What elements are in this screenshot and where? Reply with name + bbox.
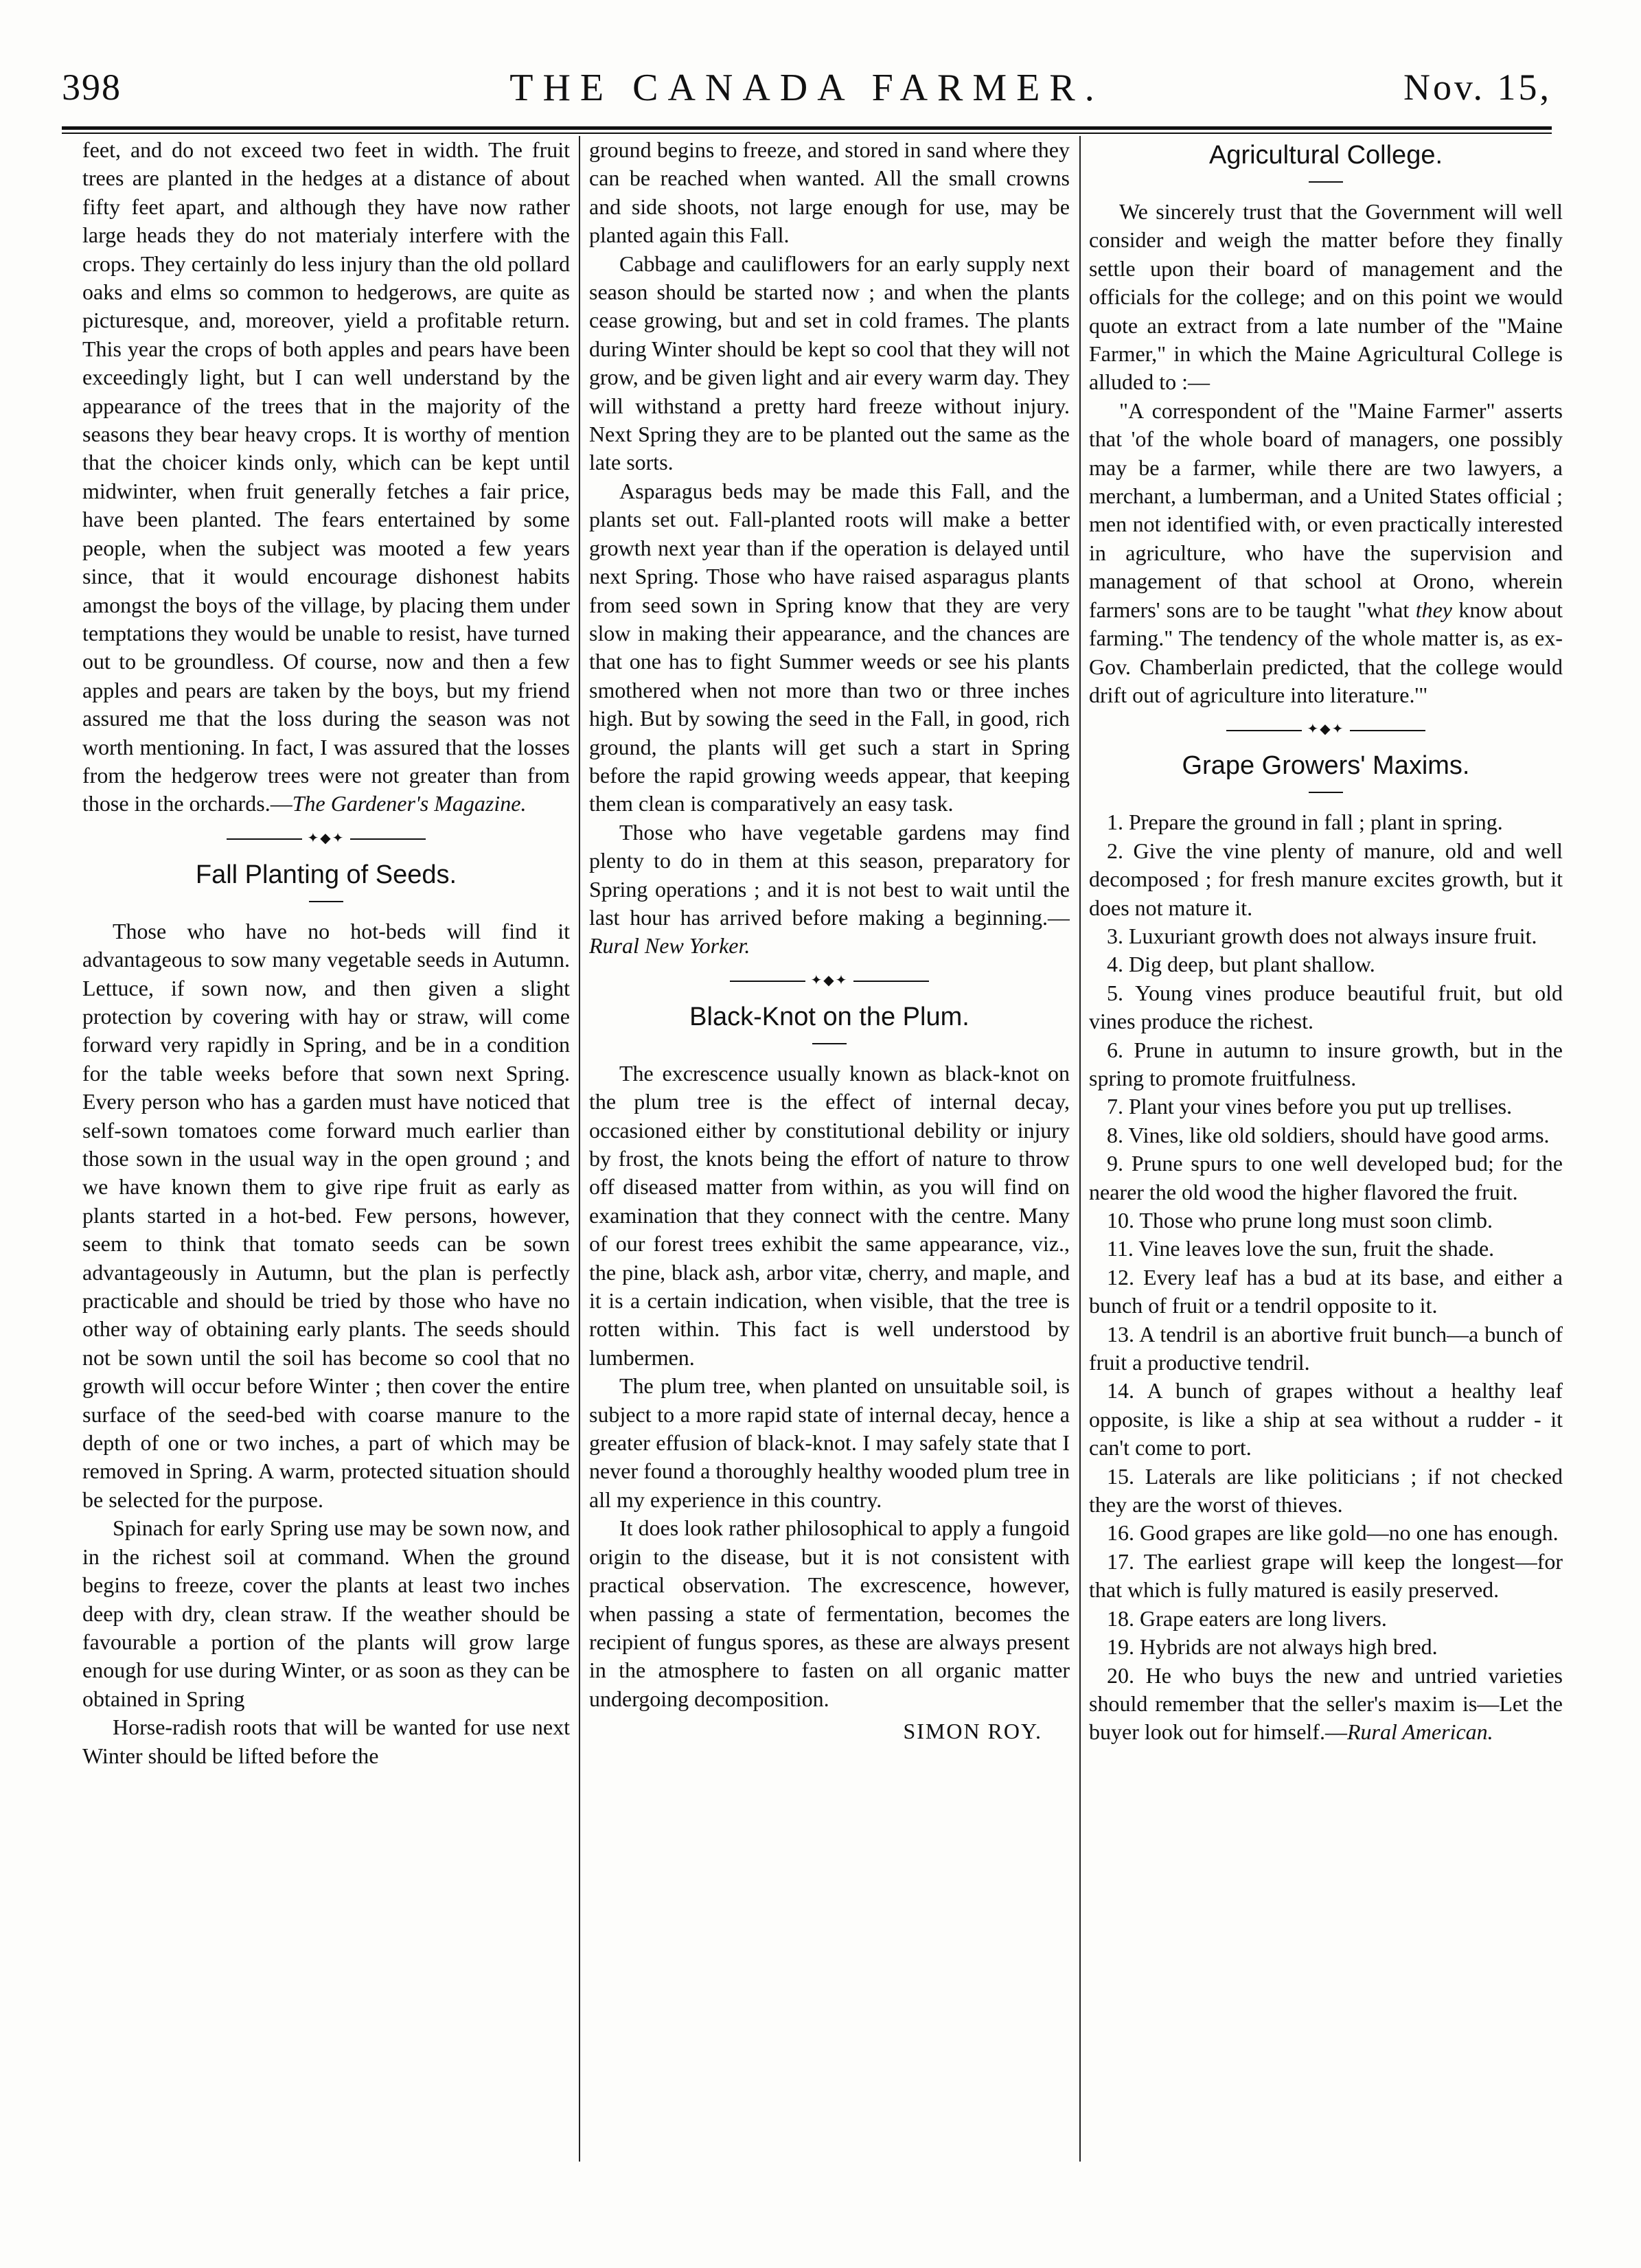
title-rule [1309, 792, 1343, 793]
maxim-item: 20. He who buys the new and untried varieties should remember that the seller's maxim is—Let the buyer look out for himself.—Rural American. [1089, 1662, 1563, 1745]
article-paragraph: It does look rather philosophical to apply a fungoid origin to the disease, but it is not consistent with practical observation. The excrescence, however, when passing a state of fermentation, becomes the recipient of fungus spores, as these are always present in the atmosphere to fasten on all organic matter undergoing decomposition. [589, 1515, 1070, 1711]
column-3 [1089, 136, 1563, 2196]
title-rule [309, 901, 343, 902]
maxim-item: 14. A bunch of grapes without a healthy leaf opposite, is like a ship at sea without a rudder - it can't come to port. [1089, 1378, 1563, 1461]
header-rule [62, 126, 1552, 134]
column-2 [589, 136, 1070, 2196]
maxim-item: 7. Plant your vines before you put up trellises. [1107, 1094, 1513, 1119]
article-paragraph: Asparagus beds may be made this Fall, and the plants set out. Fall-planted roots will make a better growth next year than if the operation is delayed until next Spring. Those who have raised asparagus plants from seed sown in Spring know that they are very slow in making their appearance, and the chances are that one has to fight Summer weeds or see his plants smothered when not more than two or three inches high. But by sowing the seed in the Fall, in good, rich ground, the plants will get such a start in Spring before the rapid growing weeds appear, that keeping them clean is comparatively an easy task. [589, 478, 1070, 816]
article-source: Rural American. [1346, 1719, 1493, 1745]
maxim-item: 19. Hybrids are not always high bred. [1107, 1634, 1438, 1660]
column-divider [1079, 136, 1081, 2162]
title-rule [1309, 181, 1343, 183]
maxim-item: 18. Grape eaters are long livers. [1107, 1605, 1387, 1631]
maxim-item: 3. Luxuriant growth does not always insure fruit. [1107, 923, 1537, 948]
article-title: Fall Planting of Seeds. [195, 860, 457, 889]
section-separator: ✦◆✦ [1089, 719, 1563, 740]
column-divider [579, 136, 580, 2162]
maxim-item: 10. Those who prune long must soon climb. [1107, 1208, 1493, 1233]
issue-date: Nov. 15, [1403, 67, 1552, 108]
maxim-item: 12. Every leaf has a bud at its base, and either a bunch of fruit or a tendril opposite to it. [1089, 1264, 1563, 1318]
article-paragraph: Those who have vegetable gardens may find plenty to do in them at this season, preparatory for Spring operations ; and it is not best to wait until the last hour has arrived before making a beginning.—Rural New Yorker. [589, 819, 1070, 959]
maxim-item: 5. Young vines produce beautiful fruit, but old vines produce the richest. [1089, 980, 1563, 1034]
maxim-item: 1. Prepare the ground in fall ; plant in spring. [1107, 810, 1503, 835]
article-paragraph: ground begins to freeze, and stored in sand where they can be reached when wanted. All the small crowns and side shoots, not large enough for use, may be planted again this Fall. [589, 137, 1070, 248]
maxim-item: 2. Give the vine plenty of manure, old and well decomposed ; for fresh manure excites growth, but it does not mature it. [1089, 838, 1563, 920]
article-paragraph: The excrescence usually known as black-knot on the plum tree is the effect of internal decay, occasioned either by constitutional debility or injury by frost, the knots being the effort of nature to throw off diseased matter from within, as you will find on examination that they connect with the centre. Many of our forest trees exhibit the same appearance, viz., the pine, black ash, arbor vitæ, cherry, and maple, and it is a certain indication, when visible, that the tree is rotten within. This fact is well understood by lumbermen. [589, 1060, 1070, 1370]
article-paragraph: We sincerely trust that the Government will well consider and weigh the matter before they finally settle upon their board of management and the officials for the college; and on this point we would quote an extract from a late number of the "Maine Farmer," in which the Maine Agricultural College is alluded to :— [1089, 199, 1563, 395]
section-separator: ✦◆✦ [589, 970, 1070, 991]
article-paragraph: Those who have no hot-beds will find it advantageous to sow many vegetable seeds in Autumn. Lettuce, if sown now, and then given a slight protection by covering with hay or straw, will come forward very rapidly in Spring, and be in a condition for the table weeks before that sown next Spring. Every person who has a garden must have noticed that self-sown tomatoes come forward much earlier than those sown in the usual way in the open ground ; and we have known them to give ripe fruit as early as plants started in a hot-bed. Few persons, however, seem to think that tomato seeds can be sown advantageously in Autumn, but the plan is perfectly practicable and should be tried by those who have no other way of obtaining early plants. The seeds should not be sown until the soil has become so cool that no growth will occur before Winter ; then cover the entire surface of the seed-bed with coarse manure to the depth of one or two inches, a part of which may be removed in Spring. A warm, protected situation should be selected for the purpose. [82, 918, 570, 1512]
maxim-item: 11. Vine leaves love the sun, fruit the shade. [1107, 1236, 1495, 1261]
page-number: 398 [62, 67, 122, 108]
article-title: Grape Growers' Maxims. [1182, 751, 1470, 781]
maxim-item: 15. Laterals are like politicians ; if not checked they are the worst of thieves. [1089, 1463, 1563, 1517]
maxim-item: 6. Prune in autumn to insure growth, but in the spring to promote fruitfulness. [1089, 1037, 1563, 1090]
article-source: The Gardener's Magazine. [292, 791, 527, 816]
maxim-item: 16. Good grapes are like gold—no one has enough. [1107, 1520, 1559, 1546]
maxim-item: 8. Vines, like old soldiers, should have good arms. [1107, 1122, 1550, 1147]
article-paragraph: "A correspondent of the "Maine Farmer" asserts that 'of the whole board of managers, one possibly may be a farmer, while there are two lawyers, a merchant, a lumberman, and a United States official ; men not identified with, or even practically interested in agriculture, who have the supervision and management of that school at Orono, wherein farmers' sons are to be taught "what they know about farming." The tendency of the whole matter is, as ex-Gov. Chamberlain predicted, that the college would drift out of agriculture into literature.'" [1089, 398, 1563, 707]
maxim-item: 13. A tendril is an abortive fruit bunch—a bunch of fruit a productive tendril. [1089, 1321, 1563, 1375]
newspaper-title: THE CANADA FARMER. [509, 67, 1104, 109]
maxim-item: 17. The earliest grape will keep the longest—for that which is fully matured is easily preserved. [1089, 1548, 1563, 1603]
article-paragraph: Cabbage and cauliflowers for an early supply next season should be started now ; and when the plants cease growing, but and set in cold frames. The plants during Winter should be kept so cool that they will not grow, and be given light and air every warm day. They will withstand a pretty hard freeze without injury. Next Spring they are to be planted out the same as the late sorts. [589, 251, 1070, 475]
article-paragraph: feet, and do not exceed two feet in width. The fruit trees are planted in the hedges at a distance of about fifty feet apart, and although they have now rather large heads they do not materialy interfere with the crops. They certainly do less injury than the old pollard oaks and elms so common to hedgerows, are quite as picturesque, and, moreover, yield a profitable return. This year the crops of both apples and pears have been exceedingly light, but I can well understand by the appearance of the trees that in the majority of the seasons they bear heavy crops. It is worthy of mention that the choicer kinds only, which can be kept until midwinter, when fruit generally fetches a fair price, have been planted. The fears entertained by some people, when the subject was mooted a few years since, that it would encourage dishonest habits amongst the boys of the village, by placing them under temptations they would be unable to resist, have turned out to be groundless. Of course, now and then a few apples and pears are taken by the boys, but my friend assured me that the loss during the season was not worth mentioning. In fact, I was assured that the losses from the hedgerow trees were not greater than from those in the orchards.—The Gardener's Magazine. [82, 137, 570, 816]
article-title: Agricultural College. [1208, 141, 1443, 170]
section-separator: ✦◆✦ [82, 828, 570, 849]
maxim-item: 9. Prune spurs to one well developed bud; for the nearer the old wood the higher flavored the fruit. [1089, 1151, 1563, 1204]
column-1 [82, 136, 570, 2196]
maxims-list [1089, 808, 1563, 1746]
article-source: Rural New Yorker. [589, 933, 750, 959]
article-paragraph: Horse-radish roots that will be wanted for use next Winter should be lifted before the [82, 1715, 570, 1768]
article-title: Black-Knot on the Plum. [689, 1002, 969, 1031]
maxim-item: 4. Dig deep, but plant shallow. [1107, 952, 1375, 977]
article-paragraph: Spinach for early Spring use may be sown now, and in the richest soil at command. When the ground begins to freeze, cover the plants at least two inches deep with dry, clean straw. If the weather should be favourable a portion of the plants will grow large enough for use during Winter, or as soon as they can be obtained in Spring [82, 1515, 570, 1711]
title-rule [812, 1043, 847, 1044]
page-header [62, 66, 1552, 121]
article-paragraph: The plum tree, when planted on unsuitable soil, is subject to a more rapid state of internal decay, hence a greater effusion of black-knot. I may safely state that I never found a thoroughly healthy wooded plum tree in all my experience in this country. [589, 1373, 1070, 1512]
author-signature: SIMON ROY. [903, 1719, 1042, 1744]
